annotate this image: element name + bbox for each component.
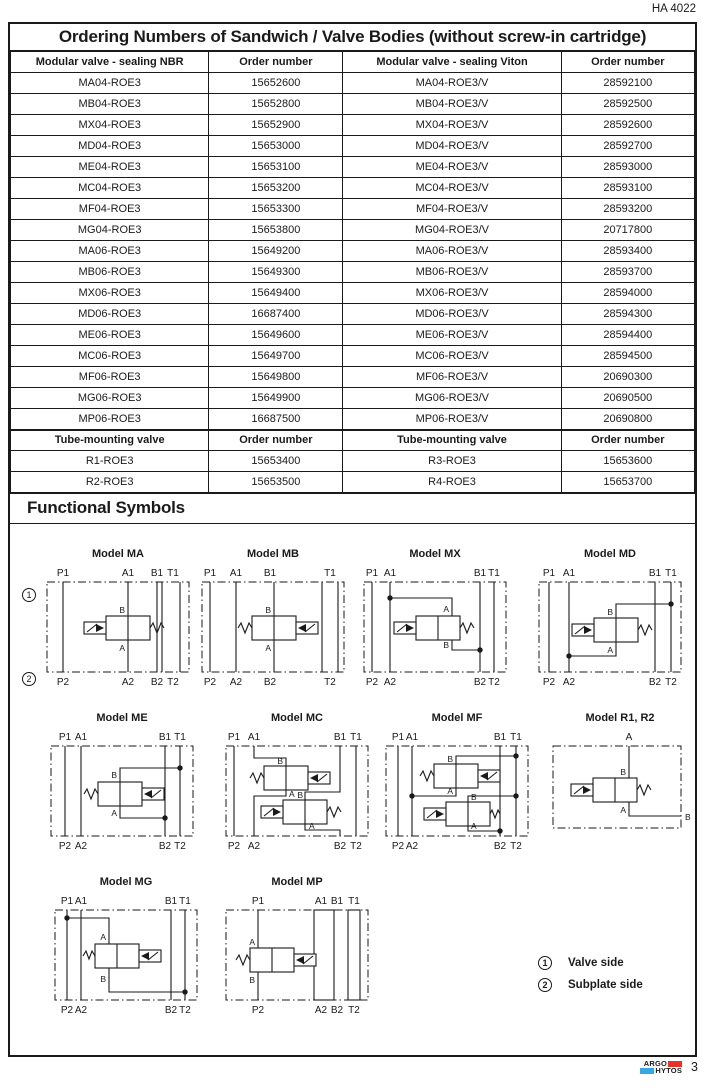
valve-type-cell: MB06-ROE3 bbox=[11, 262, 209, 283]
table-row bbox=[11, 451, 695, 472]
valve-type-cell: ME04-ROE3/V bbox=[343, 157, 561, 178]
port-label: A2 bbox=[74, 1005, 88, 1016]
order-number-cell: 15649400 bbox=[209, 283, 343, 304]
solenoid-icon bbox=[424, 808, 446, 820]
valve-type-cell: MC06-ROE3/V bbox=[343, 346, 561, 367]
valve-type-cell: MD04-ROE3 bbox=[11, 136, 209, 157]
port-label: T1 bbox=[167, 568, 179, 579]
port-label: P2 bbox=[203, 677, 217, 688]
page-footer bbox=[640, 1060, 698, 1074]
valve-type-cell: MC06-ROE3 bbox=[11, 346, 209, 367]
valve-port-label: A bbox=[471, 821, 477, 831]
order-number-cell: 28593700 bbox=[561, 262, 694, 283]
port-label: A1 bbox=[74, 896, 88, 907]
port-label: T1 bbox=[174, 732, 186, 743]
spring-icon bbox=[327, 807, 341, 817]
page-title: Ordering Numbers of Sandwich / Valve Bodies (without screw-in cartridge) bbox=[10, 24, 695, 51]
spring-icon bbox=[638, 625, 652, 635]
schematic-mf bbox=[382, 728, 532, 856]
port-label: A1 bbox=[247, 732, 261, 743]
port-label: B1 bbox=[493, 732, 507, 743]
schematic-ma bbox=[43, 564, 193, 692]
valve-port-label: A bbox=[620, 805, 626, 815]
valve-type-cell: R1-ROE3 bbox=[11, 451, 209, 472]
col-header-order-2: Order number bbox=[561, 52, 694, 73]
valve-type-cell: MD06-ROE3/V bbox=[343, 304, 561, 325]
ordering-table bbox=[10, 51, 695, 493]
valve-type-cell: MC04-ROE3/V bbox=[343, 178, 561, 199]
valve-type-cell: MX06-ROE3/V bbox=[343, 283, 561, 304]
valve-port-label: A bbox=[607, 645, 613, 655]
order-number-cell: 28593200 bbox=[561, 199, 694, 220]
port-label: P2 bbox=[58, 841, 72, 852]
order-number-cell: 15649900 bbox=[209, 388, 343, 409]
table-row bbox=[11, 115, 695, 136]
port-label: B2 bbox=[648, 677, 662, 688]
logo-text-argo: ARGO bbox=[643, 1059, 668, 1068]
valve-symbol bbox=[84, 782, 164, 806]
port-label: P2 bbox=[542, 677, 556, 688]
spring-icon bbox=[84, 789, 98, 799]
valve-type-cell: MC04-ROE3 bbox=[11, 178, 209, 199]
table-row bbox=[11, 241, 695, 262]
port-label: B1 bbox=[473, 568, 487, 579]
circled-number: 1 bbox=[538, 956, 552, 970]
valve-port-label: B bbox=[447, 754, 453, 764]
valve-type-cell: MA06-ROE3/V bbox=[343, 241, 561, 262]
port-label: T1 bbox=[179, 896, 191, 907]
order-number-cell: 15653000 bbox=[209, 136, 343, 157]
valve-port-label: B bbox=[297, 790, 303, 800]
table-row bbox=[11, 136, 695, 157]
valve-type-cell: MG06-ROE3 bbox=[11, 388, 209, 409]
port-label: P2 bbox=[365, 677, 379, 688]
valve-port-label: A bbox=[447, 786, 453, 796]
valve-type-cell: MD06-ROE3 bbox=[11, 304, 209, 325]
col-header-order-1: Order number bbox=[209, 52, 343, 73]
table-row bbox=[11, 94, 695, 115]
col-header-tube-1: Tube-mounting valve bbox=[11, 430, 209, 451]
diagram-title: Model MG bbox=[99, 876, 153, 888]
valve-port-label: B bbox=[443, 640, 449, 650]
port-label: A2 bbox=[121, 677, 135, 688]
valve-port-label: A bbox=[289, 789, 295, 799]
order-number-cell: 15649300 bbox=[209, 262, 343, 283]
order-number-cell: 20717800 bbox=[561, 220, 694, 241]
order-number-cell: 20690300 bbox=[561, 367, 694, 388]
valve-port-label: B bbox=[471, 792, 477, 802]
port-label: A1 bbox=[383, 568, 397, 579]
port-label: B2 bbox=[150, 677, 164, 688]
order-number-cell: 15653200 bbox=[209, 178, 343, 199]
schematic-me bbox=[47, 728, 197, 856]
valve-type-cell: MA04-ROE3/V bbox=[343, 73, 561, 94]
order-number-cell: 28594400 bbox=[561, 325, 694, 346]
valve-symbol bbox=[84, 616, 164, 640]
page-number: 3 bbox=[691, 1060, 698, 1074]
port-label: T2 bbox=[167, 677, 179, 688]
port-label: B1 bbox=[263, 568, 277, 579]
table-row bbox=[11, 388, 695, 409]
schematic-r1-r2 bbox=[545, 728, 695, 856]
diagram-model-me bbox=[47, 712, 197, 856]
port-label: T2 bbox=[174, 841, 186, 852]
solenoid-icon bbox=[142, 788, 164, 800]
diagram-model-mg bbox=[51, 876, 201, 1020]
port-label: B1 bbox=[158, 732, 172, 743]
solenoid-icon bbox=[571, 784, 593, 796]
port-label: P1 bbox=[365, 568, 379, 579]
diagram-title: Model MP bbox=[271, 876, 323, 888]
valve-port-label: B bbox=[265, 605, 271, 615]
diagram-title: Model ME bbox=[96, 712, 148, 724]
order-number-cell: 15653600 bbox=[561, 451, 694, 472]
port-label: A1 bbox=[562, 568, 576, 579]
legend-label: Subplate side bbox=[568, 979, 643, 991]
diagram-title: Model MD bbox=[584, 548, 636, 560]
spring-icon bbox=[420, 771, 434, 781]
order-number-cell: 15649800 bbox=[209, 367, 343, 388]
table-row bbox=[11, 73, 695, 94]
port-label: A2 bbox=[562, 677, 576, 688]
solenoid-icon bbox=[296, 622, 318, 634]
port-label: A1 bbox=[121, 568, 135, 579]
valve-port-label: A bbox=[443, 604, 449, 614]
table-row bbox=[11, 220, 695, 241]
valve-symbol bbox=[571, 778, 651, 802]
port-label: P1 bbox=[60, 896, 74, 907]
schematic-mc bbox=[222, 728, 372, 856]
port-label: P2 bbox=[56, 677, 70, 688]
logo-text-hytos: HYTOS bbox=[655, 1066, 683, 1075]
legend-item-valve-side bbox=[538, 956, 643, 970]
port-label: T2 bbox=[488, 677, 500, 688]
valve-symbol bbox=[394, 616, 474, 640]
spring-icon bbox=[637, 785, 651, 795]
order-number-cell: 28592500 bbox=[561, 94, 694, 115]
table-row bbox=[11, 199, 695, 220]
spring-icon bbox=[236, 955, 250, 965]
order-number-cell: 15649700 bbox=[209, 346, 343, 367]
solenoid-icon bbox=[572, 624, 594, 636]
functional-symbols-heading: Functional Symbols bbox=[10, 493, 695, 524]
valve-port-label: B bbox=[607, 607, 613, 617]
valve-type-cell: MF06-ROE3/V bbox=[343, 367, 561, 388]
port-label: B2 bbox=[333, 841, 347, 852]
spring-icon bbox=[460, 623, 474, 633]
spring-icon bbox=[250, 773, 264, 783]
valve-port-label: B bbox=[620, 767, 626, 777]
port-label: T2 bbox=[665, 677, 677, 688]
order-number-cell: 28592100 bbox=[561, 73, 694, 94]
valve-port-label: B bbox=[277, 756, 283, 766]
legend-item-subplate-side bbox=[538, 978, 643, 992]
port-label: P2 bbox=[251, 1005, 265, 1016]
port-label: P1 bbox=[58, 732, 72, 743]
order-number-cell: 28592700 bbox=[561, 136, 694, 157]
port-label: T2 bbox=[179, 1005, 191, 1016]
valve-type-cell: MX04-ROE3/V bbox=[343, 115, 561, 136]
valve-type-cell: MP06-ROE3 bbox=[11, 409, 209, 430]
valve-port-label: A bbox=[111, 808, 117, 818]
valve-symbol bbox=[420, 764, 500, 788]
valve-type-cell: MF06-ROE3 bbox=[11, 367, 209, 388]
port-label: B1 bbox=[164, 896, 178, 907]
order-number-cell: 15653700 bbox=[561, 472, 694, 493]
order-number-cell: 15652800 bbox=[209, 94, 343, 115]
port-label: P1 bbox=[203, 568, 217, 579]
valve-port-label: A bbox=[249, 937, 255, 947]
valve-type-cell: MP06-ROE3/V bbox=[343, 409, 561, 430]
port-label: T1 bbox=[665, 568, 677, 579]
port-label: P2 bbox=[60, 1005, 74, 1016]
valve-port-label: B bbox=[100, 974, 106, 984]
order-number-cell: 28594300 bbox=[561, 304, 694, 325]
spring-icon bbox=[238, 623, 252, 633]
valve-type-cell: R3-ROE3 bbox=[343, 451, 561, 472]
port-label: A2 bbox=[229, 677, 243, 688]
order-number-cell: 28594000 bbox=[561, 283, 694, 304]
solenoid-icon bbox=[308, 772, 330, 784]
port-label: T2 bbox=[348, 1005, 360, 1016]
order-number-cell: 20690800 bbox=[561, 409, 694, 430]
valve-type-cell: MA04-ROE3 bbox=[11, 73, 209, 94]
port-label: B bbox=[685, 812, 691, 822]
table-row bbox=[11, 304, 695, 325]
port-label: T1 bbox=[348, 896, 360, 907]
order-number-cell: 15653100 bbox=[209, 157, 343, 178]
valve-symbol bbox=[236, 948, 316, 972]
port-label: A1 bbox=[405, 732, 419, 743]
valve-type-cell: ME06-ROE3 bbox=[11, 325, 209, 346]
port-label: T2 bbox=[350, 841, 362, 852]
port-label: T1 bbox=[488, 568, 500, 579]
valve-type-cell: MG04-ROE3 bbox=[11, 220, 209, 241]
col-header-order-3: Order number bbox=[209, 430, 343, 451]
diagram-model-mx bbox=[360, 548, 510, 692]
valve-type-cell: MF04-ROE3 bbox=[11, 199, 209, 220]
order-number-cell: 28593100 bbox=[561, 178, 694, 199]
valve-type-cell: MB04-ROE3 bbox=[11, 94, 209, 115]
diagram-title: Model R1, R2 bbox=[585, 712, 655, 724]
port-label: T1 bbox=[510, 732, 522, 743]
valve-type-cell: MF04-ROE3/V bbox=[343, 199, 561, 220]
schematic-md bbox=[535, 564, 685, 692]
order-number-cell: 28594500 bbox=[561, 346, 694, 367]
channel bbox=[314, 910, 334, 1000]
solenoid-icon bbox=[261, 806, 283, 818]
valve-port-label: A bbox=[309, 821, 315, 831]
port-label: T2 bbox=[510, 841, 522, 852]
port-label: A2 bbox=[74, 841, 88, 852]
solenoid-icon bbox=[478, 770, 500, 782]
table-row bbox=[11, 178, 695, 199]
legend bbox=[538, 956, 643, 1000]
order-number-cell: 15653800 bbox=[209, 220, 343, 241]
order-number-cell: 15652900 bbox=[209, 115, 343, 136]
port-label: T1 bbox=[350, 732, 362, 743]
valve-type-cell: MD04-ROE3/V bbox=[343, 136, 561, 157]
col-header-tube-2: Tube-mounting valve bbox=[343, 430, 561, 451]
valve-type-cell: R4-ROE3 bbox=[343, 472, 561, 493]
valve-type-cell: MA06-ROE3 bbox=[11, 241, 209, 262]
port-label: B1 bbox=[330, 896, 344, 907]
valve-type-cell: MG04-ROE3/V bbox=[343, 220, 561, 241]
order-number-cell: 15653400 bbox=[209, 451, 343, 472]
port-label: A2 bbox=[314, 1005, 328, 1016]
valve-port-label: A bbox=[119, 643, 125, 653]
tube-header-row bbox=[11, 430, 695, 451]
table-row bbox=[11, 472, 695, 493]
valve-type-cell: MX06-ROE3 bbox=[11, 283, 209, 304]
table-row bbox=[11, 325, 695, 346]
valve-side-marker bbox=[22, 588, 36, 602]
diagram-model-mc bbox=[222, 712, 372, 856]
schematic-mg bbox=[51, 892, 201, 1020]
ordering-header-row bbox=[11, 52, 695, 73]
diagram-model-mb bbox=[198, 548, 348, 692]
spring-icon bbox=[490, 810, 500, 818]
valve-type-cell: MG06-ROE3/V bbox=[343, 388, 561, 409]
order-number-cell: 28593000 bbox=[561, 157, 694, 178]
port-label: A1 bbox=[229, 568, 243, 579]
circled-number: 2 bbox=[538, 978, 552, 992]
diagram-title: Model MX bbox=[409, 548, 461, 560]
port-label: B2 bbox=[158, 841, 172, 852]
port-label: A2 bbox=[247, 841, 261, 852]
circled-number: 2 bbox=[22, 672, 36, 686]
order-number-cell: 16687500 bbox=[209, 409, 343, 430]
valve-type-cell: MX04-ROE3 bbox=[11, 115, 209, 136]
solenoid-icon bbox=[84, 622, 106, 634]
table-row bbox=[11, 346, 695, 367]
valve-type-cell: MB06-ROE3/V bbox=[343, 262, 561, 283]
valve-symbol bbox=[83, 944, 161, 968]
valve-symbol bbox=[250, 766, 330, 790]
page-frame bbox=[8, 22, 697, 1057]
diagram-model-ma bbox=[43, 548, 193, 692]
schematic-mp bbox=[222, 892, 372, 1020]
diagram-title: Model MC bbox=[271, 712, 323, 724]
port-label: A2 bbox=[383, 677, 397, 688]
channel bbox=[348, 910, 360, 1000]
schematic-mx bbox=[360, 564, 510, 692]
table-row bbox=[11, 409, 695, 430]
document-reference: HA 4022 bbox=[651, 3, 696, 15]
port-label: B2 bbox=[473, 677, 487, 688]
valve-type-cell: MB04-ROE3/V bbox=[343, 94, 561, 115]
order-number-cell: 15649600 bbox=[209, 325, 343, 346]
schematic-mb bbox=[198, 564, 348, 692]
table-row bbox=[11, 367, 695, 388]
port-label: P1 bbox=[542, 568, 556, 579]
table-row bbox=[11, 283, 695, 304]
diagram-model-md bbox=[535, 548, 685, 692]
port-label: P1 bbox=[251, 896, 265, 907]
spring-icon bbox=[83, 951, 95, 959]
valve-type-cell: ME04-ROE3 bbox=[11, 157, 209, 178]
legend-label: Valve side bbox=[568, 957, 624, 969]
functional-symbols-area bbox=[10, 524, 695, 1028]
valve-type-cell: R2-ROE3 bbox=[11, 472, 209, 493]
valve-symbol bbox=[572, 618, 652, 642]
port-label: T2 bbox=[324, 677, 336, 688]
valve-port-label: B bbox=[119, 605, 125, 615]
diagram-title: Model MB bbox=[247, 548, 299, 560]
order-number-cell: 15652600 bbox=[209, 73, 343, 94]
port-label: B2 bbox=[263, 677, 277, 688]
order-number-cell: 20690500 bbox=[561, 388, 694, 409]
port-label: P1 bbox=[56, 568, 70, 579]
argo-hytos-logo bbox=[640, 1060, 682, 1074]
port-label: A1 bbox=[314, 896, 328, 907]
order-number-cell: 15653500 bbox=[209, 472, 343, 493]
port-label: B1 bbox=[150, 568, 164, 579]
diagram-model-mp bbox=[222, 876, 372, 1020]
col-header-viton: Modular valve - sealing Viton bbox=[343, 52, 561, 73]
port-label: B2 bbox=[330, 1005, 344, 1016]
valve-symbol bbox=[261, 800, 341, 824]
diagram-title: Model MF bbox=[431, 712, 483, 724]
logo-blue-block bbox=[640, 1068, 654, 1074]
port-label: P1 bbox=[227, 732, 241, 743]
diagram-model-mf bbox=[382, 712, 532, 856]
solenoid-icon bbox=[294, 954, 316, 966]
valve-port-label: B bbox=[249, 975, 255, 985]
order-number-cell: 15653300 bbox=[209, 199, 343, 220]
solenoid-icon bbox=[394, 622, 416, 634]
diagram-model-r1-r2 bbox=[545, 712, 695, 856]
col-header-nbr: Modular valve - sealing NBR bbox=[11, 52, 209, 73]
port-label: A1 bbox=[74, 732, 88, 743]
circled-number: 1 bbox=[22, 588, 36, 602]
port-label: B1 bbox=[648, 568, 662, 579]
solenoid-icon bbox=[139, 950, 161, 962]
port-label: P2 bbox=[391, 841, 405, 852]
port-label: A bbox=[625, 732, 633, 743]
port-label: B2 bbox=[493, 841, 507, 852]
port-label: B2 bbox=[164, 1005, 178, 1016]
order-number-cell: 16687400 bbox=[209, 304, 343, 325]
order-number-cell: 28592600 bbox=[561, 115, 694, 136]
order-number-cell: 28593400 bbox=[561, 241, 694, 262]
port-label: P1 bbox=[391, 732, 405, 743]
diagram-title: Model MA bbox=[92, 548, 144, 560]
valve-type-cell: ME06-ROE3/V bbox=[343, 325, 561, 346]
col-header-order-4: Order number bbox=[561, 430, 694, 451]
subplate-side-marker bbox=[22, 672, 36, 686]
table-row bbox=[11, 262, 695, 283]
port-label: P2 bbox=[227, 841, 241, 852]
table-row bbox=[11, 157, 695, 178]
valve-symbol bbox=[424, 802, 500, 826]
valve-port-label: A bbox=[265, 643, 271, 653]
port-label: B1 bbox=[333, 732, 347, 743]
valve-port-label: B bbox=[111, 770, 117, 780]
port-label: A2 bbox=[405, 841, 419, 852]
valve-port-label: A bbox=[100, 932, 106, 942]
order-number-cell: 15649200 bbox=[209, 241, 343, 262]
port-label: T1 bbox=[324, 568, 336, 579]
valve-symbol bbox=[238, 616, 318, 640]
